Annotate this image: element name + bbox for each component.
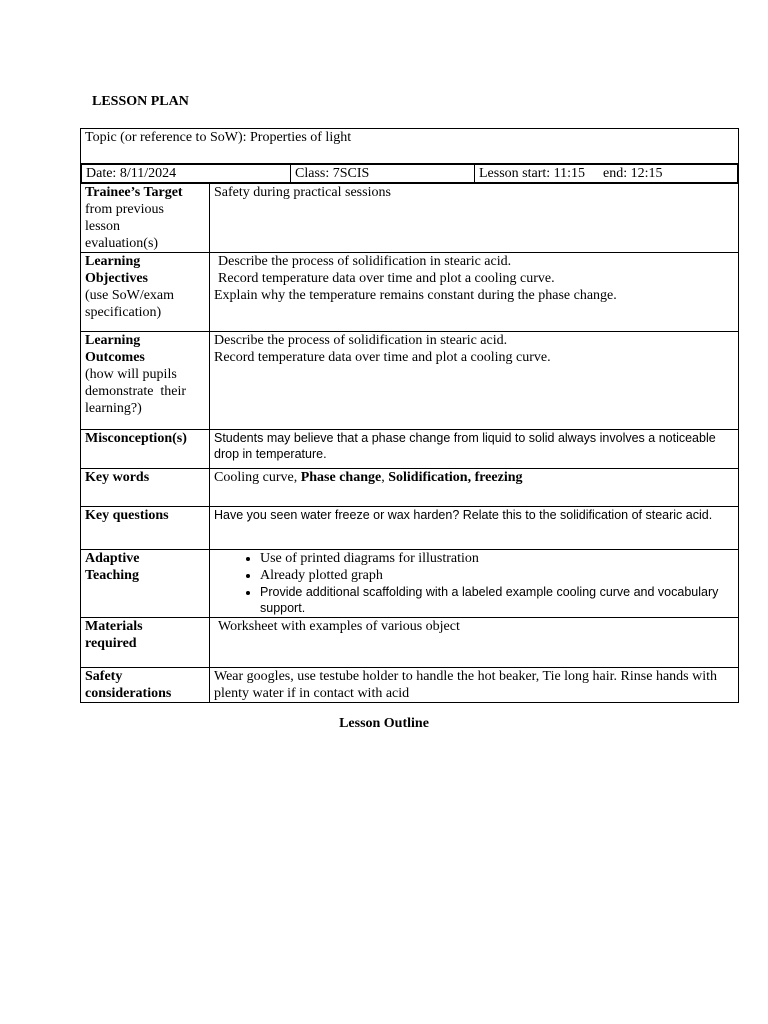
keywords-content: Cooling curve, Phase change, Solidification, freezing [210,469,739,507]
materials-label: Materials required [81,618,210,668]
materials-content: Worksheet with examples of various object [210,618,739,668]
adaptive-list [214,550,734,616]
objectives-label: Learning Objectives (use SoW/exam specification) [81,253,210,332]
lesson-time-cell [475,165,738,183]
adaptive-row [81,550,739,618]
questions-row [81,507,739,550]
misconceptions-row [81,430,739,469]
date-row [81,164,739,184]
objectives-row [81,253,739,332]
target-label: Trainee’s Target from previous lesson evaluation(s) [81,184,210,253]
misconceptions-content: Students may believe that a phase change from liquid to solid always involves a noticeable drop in temperature. [210,430,739,469]
safety-label: Safety considerations [81,668,210,703]
list-item: • Use of printed diagrams for illustration [260,550,734,567]
lesson-end: end: 12:15 [603,166,663,181]
outcomes-label: Learning Outcomes (how will pupils demonstrate their learning?) [81,332,210,430]
list-item: • Already plotted graph [260,567,734,584]
lesson-plan-table [80,128,739,703]
class-cell: Class: 7SCIS [291,165,475,183]
date-cell: Date: 8/11/2024 [82,165,291,183]
questions-label: Key questions [81,507,210,550]
topic-row [81,129,739,164]
keywords-row [81,469,739,507]
target-row [81,184,739,253]
lesson-start: Lesson start: 11:15 [479,166,586,181]
objectives-content: Describe the process of solidification in stearic acid. Record temperature data over time and plot a cooling curve. Explain why the temperature remains constant during the phase change. [210,253,739,332]
adaptive-content [210,550,739,618]
keyword-phase-change: Phase change [300,470,382,485]
outcomes-content: Describe the process of solidification in stearic acid. Record temperature data over time and plot a cooling curve. [210,332,739,430]
outcomes-row [81,332,739,430]
list-item: • Provide additional scaffolding with a labeled example cooling curve and vocabulary support. [260,584,734,616]
safety-content: Wear googles, use testube holder to handle the hot beaker, Tie long hair. Rinse hands with plenty water if in contact with acid [210,668,739,703]
questions-content: Have you seen water freeze or wax harden? Relate this to the solidification of stearic acid. [210,507,739,550]
adaptive-label: Adaptive Teaching [81,550,210,618]
safety-row [81,668,739,703]
misconceptions-label: Misconception(s) [81,430,210,469]
keyword-solidification: Solidification, freezing [388,470,523,485]
materials-row [81,618,739,668]
keywords-label: Key words [81,469,210,507]
page-title: LESSON PLAN [92,94,189,109]
target-content: Safety during practical sessions [210,184,739,253]
lesson-outline-title: Lesson Outline [339,716,429,731]
topic-cell: Topic (or reference to SoW): Properties of light [81,129,739,164]
